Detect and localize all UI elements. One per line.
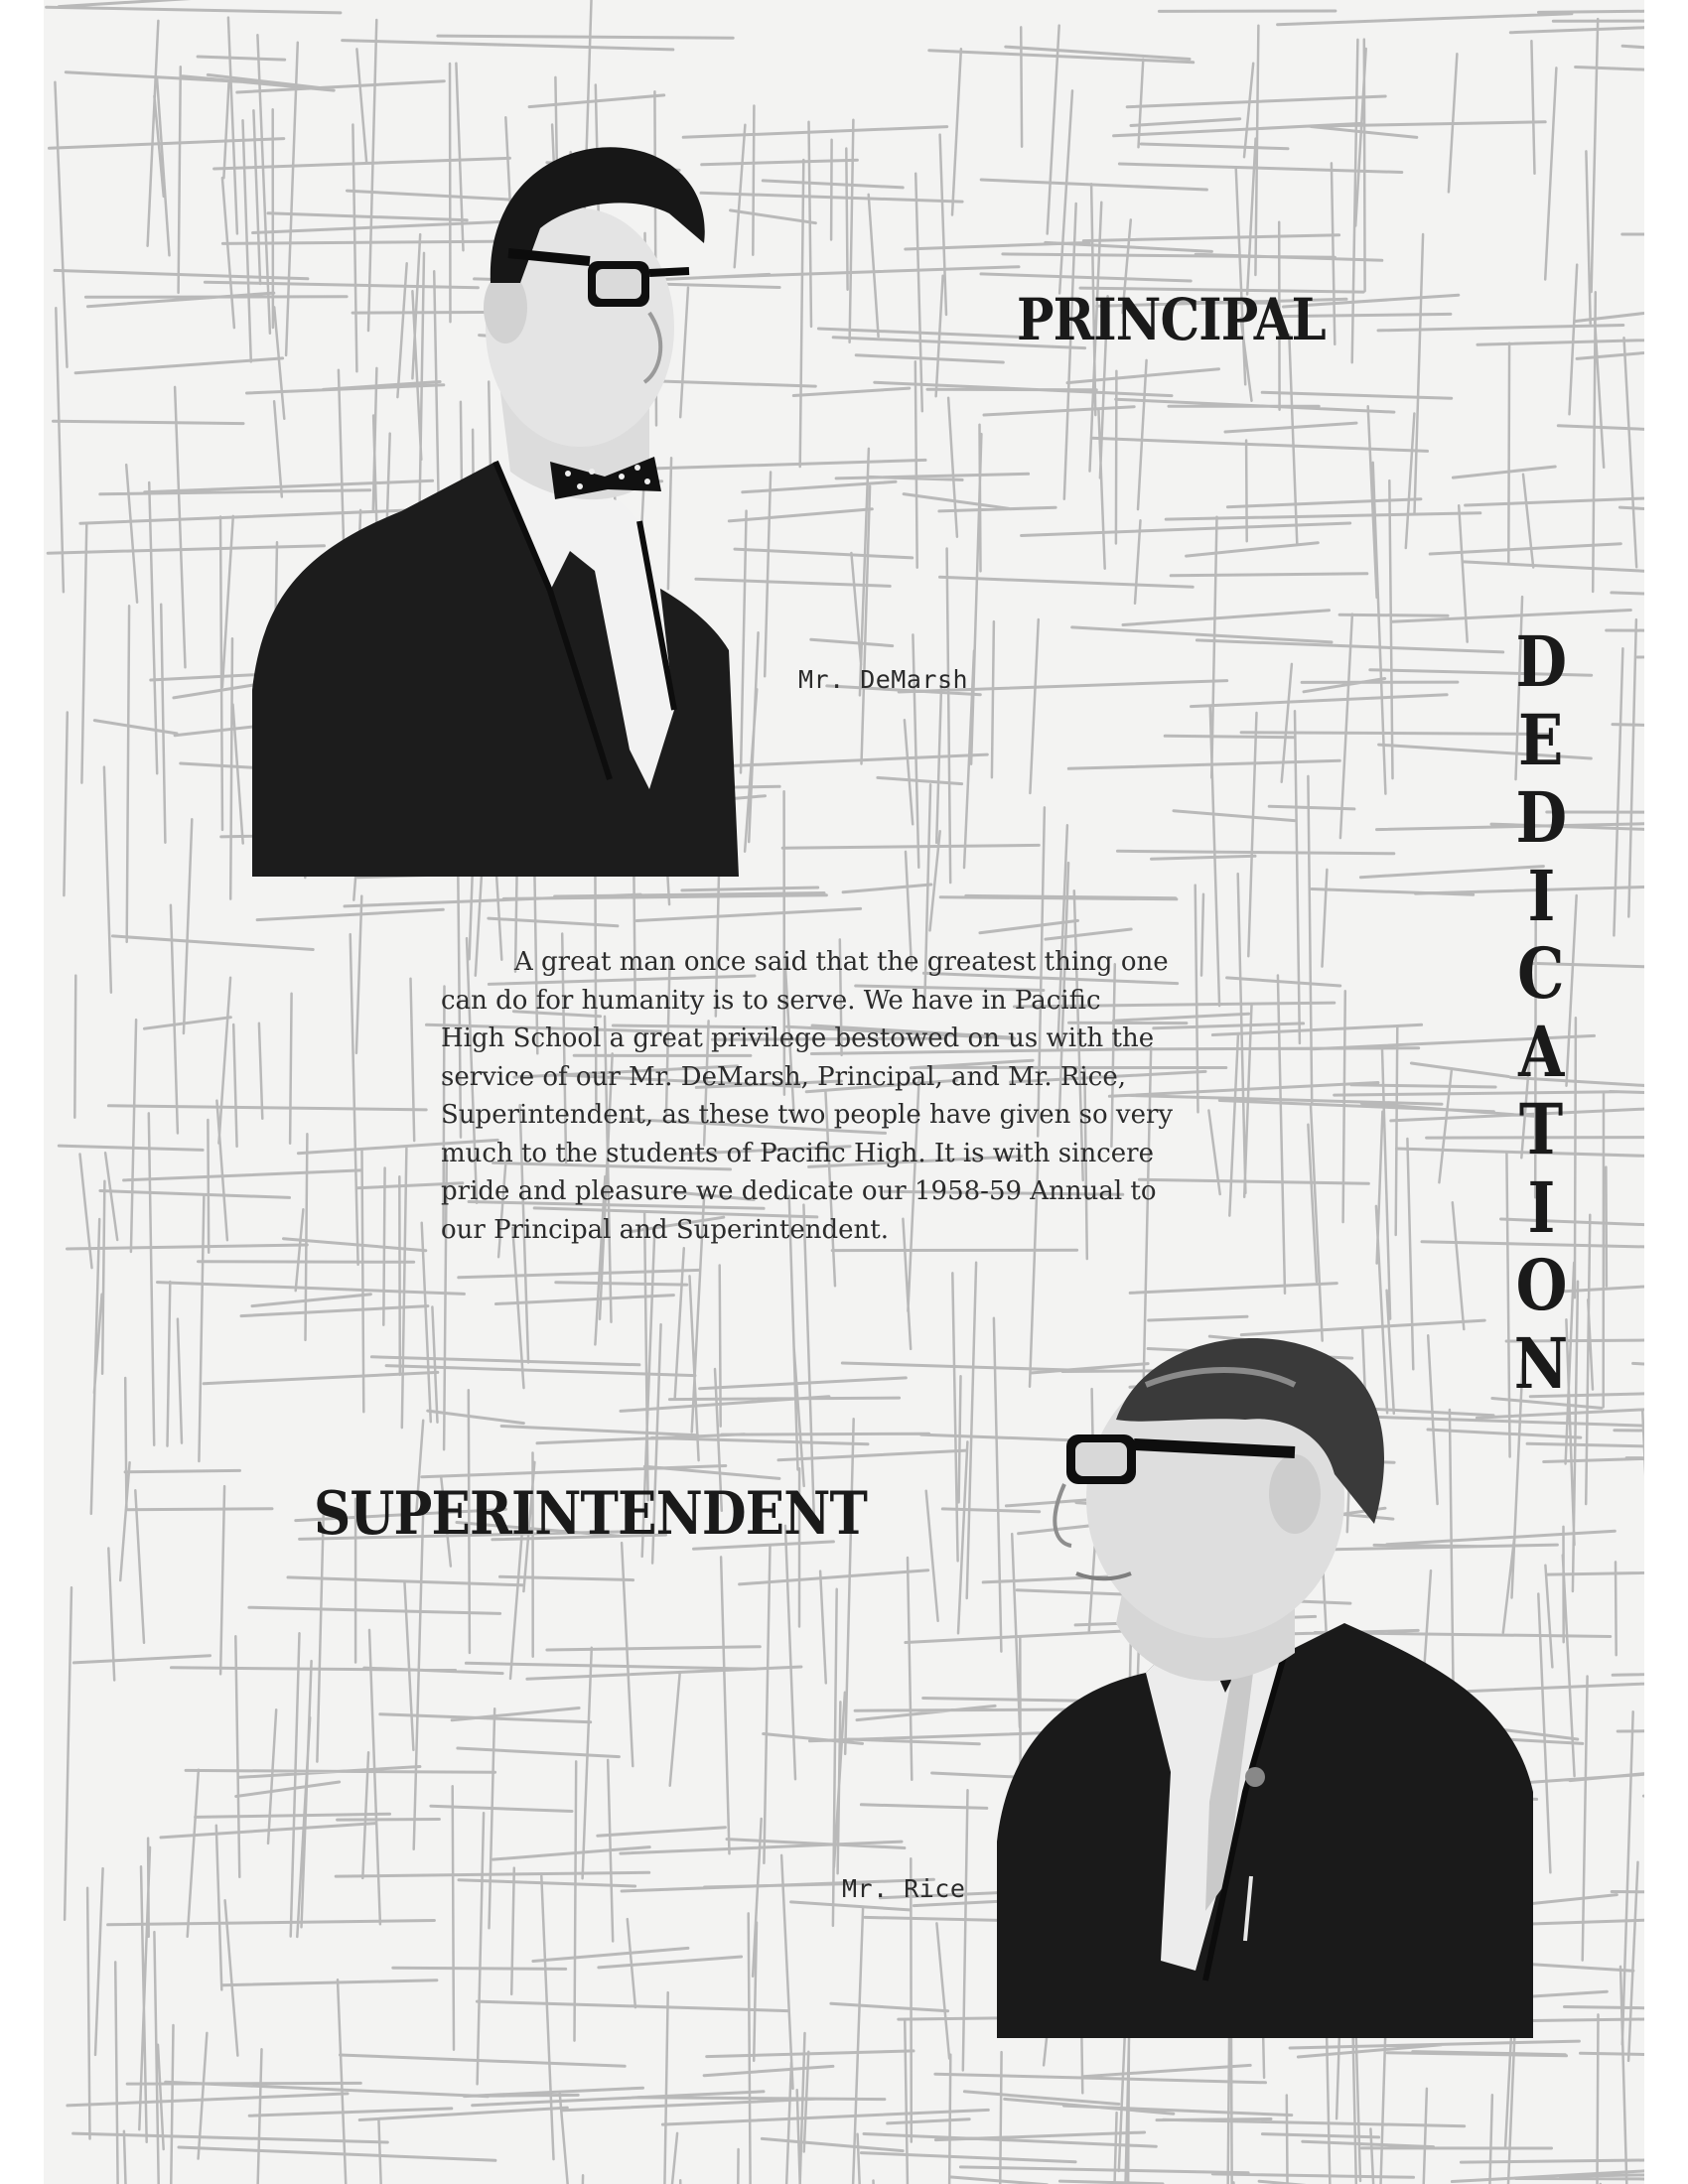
principal-photo	[252, 134, 739, 877]
dedication-letter: I	[1527, 854, 1555, 937]
dedication-letter: A	[1517, 1010, 1565, 1093]
superintendent-heading: SUPERINTENDENT	[314, 1479, 868, 1549]
paragraph-line: High School a great privilege bestowed on us with the	[441, 1024, 1155, 1053]
yearbook-page	[44, 0, 1644, 2184]
dedication-letter: D	[1515, 776, 1567, 859]
principal-caption: Mr. DeMarsh	[798, 665, 969, 694]
dedication-letter: I	[1527, 1165, 1555, 1249]
dedication-letter: O	[1515, 1244, 1567, 1326]
superintendent-caption: Mr. Rice	[842, 1874, 966, 1903]
dedication-letter: N	[1513, 1321, 1569, 1405]
paragraph-line: can do for humanity is to serve. We have in Pacific	[441, 985, 1101, 1016]
paragraph-line: pride and pleasure we dedicate our 1958-59 Annual to	[441, 1176, 1157, 1206]
paragraph-line: Superintendent, as these two people have given so very	[441, 1100, 1174, 1130]
dedication-letter: D	[1515, 620, 1567, 703]
superintendent-photo	[997, 1325, 1533, 2038]
dedication-paragraph	[441, 943, 1335, 1249]
dedication-vertical-title	[1493, 620, 1589, 1405]
paragraph-line: our Principal and Superintendent.	[441, 1214, 889, 1245]
paragraph-line: much to the students of Pacific High. It is with sincere	[441, 1138, 1154, 1168]
paragraph-line: A great man once said that the greatest thing one	[514, 947, 1169, 977]
paragraph-line: service of our Mr. DeMarsh, Principal, and Mr. Rice,	[441, 1061, 1126, 1092]
dedication-letter: E	[1518, 698, 1564, 781]
dedication-letter: T	[1518, 1088, 1564, 1170]
principal-heading: PRINCIPAL	[1017, 286, 1326, 353]
dedication-letter: C	[1517, 932, 1565, 1015]
